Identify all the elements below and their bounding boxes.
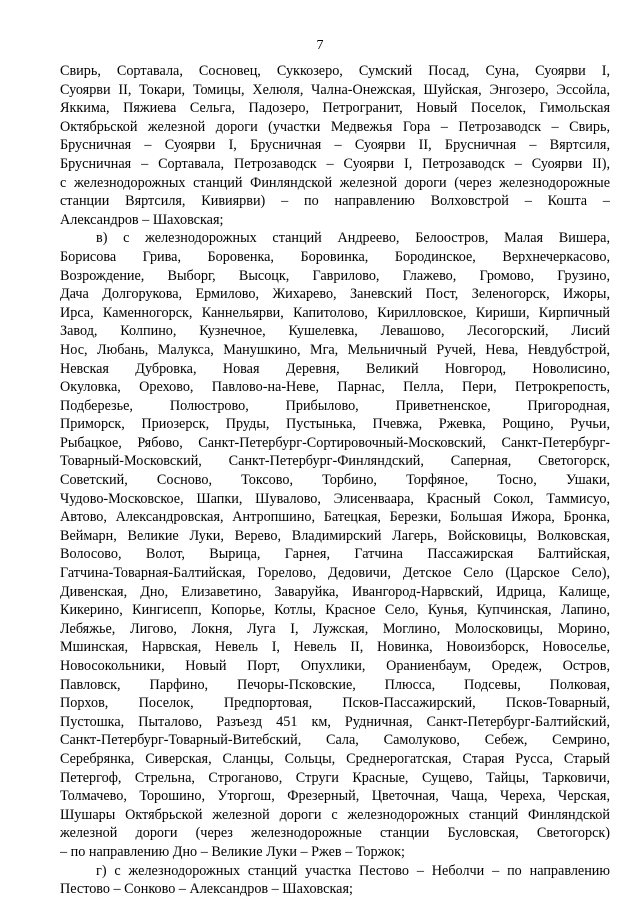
text-line: Невская Дубровка, Новая Деревня, Великий Новгород, Новолисино,	[60, 360, 610, 377]
text-line: Дача Долгорукова, Ермилово, Жихарево, Заневский Пост, Зеленогорск, Ижоры,	[60, 286, 610, 303]
text-line: Борисова Грива, Боровенка, Боровинка, Бородинское, Верхнечеркасово,	[60, 248, 610, 265]
text-line: Свирь, Сортавала, Сосновец, Суккозеро, Сумский Посад, Суна, Суоярви I,	[60, 63, 610, 79]
text-line: Пестово – Сонково – Александров – Шаховская;	[60, 881, 353, 898]
text-line: Дивенская, Дно, Елизаветино, Заваруйка, Ивангород-Нарвский, Идрица, Калище,	[60, 583, 610, 600]
text-line: Советский, Сосново, Токсово, Торбино, Торфяное, Тосно, Ушаки,	[60, 472, 610, 489]
text-line: Павловск, Парфино, Печоры-Псковские, Плюсса, Подсевы, Полковая,	[60, 676, 610, 693]
text-line: Суоярви II, Токари, Томицы, Хелюля, Чална-Онежская, Шуйская, Энгозеро, Эссойла,	[60, 81, 610, 98]
body-text	[60, 62, 610, 899]
text-line: Подберезье, Полюстрово, Прибылово, Приветненское, Пригородная,	[60, 397, 610, 414]
text-line: Петергоф, Стрельна, Строганово, Струги Красные, Сущево, Тайцы, Тарковичи,	[60, 769, 610, 786]
page-number: 7	[316, 38, 324, 53]
text-line: Приморск, Приозерск, Пруды, Пустынька, Пчевжа, Ржевка, Рощино, Ручьи,	[60, 416, 610, 433]
text-line: Чудово-Московское, Шапки, Шувалово, Элисенваара, Красный Сокол, Таммисуо,	[60, 490, 610, 507]
text-line: Гатчина-Товарная-Балтийская, Горелово, Дедовичи, Детское Село (Царское Село),	[60, 565, 610, 582]
text-line: Автово, Александровская, Антропшино, Батецкая, Березки, Большая Ижора, Бронка,	[60, 509, 610, 526]
text-line: Кикерино, Кингисепп, Копорье, Котлы, Красное Село, Кунья, Купчинская, Лапино,	[60, 602, 610, 619]
text-line: Брусничная – Сортавала, Петрозаводск – Суоярви I, Петрозаводск – Суоярви II),	[60, 155, 610, 172]
text-line: Мшинская, Нарвская, Невель I, Невель II, Новинка, Новоизборск, Новоселье,	[60, 639, 610, 656]
text-line: с железнодорожных станций Финляндской железной дороги (через железнодорожные	[60, 174, 610, 191]
text-line: Лебяжье, Лигово, Локня, Луга I, Лужская, Моглино, Молосковицы, Морино,	[60, 620, 610, 637]
text-line: Ирса, Каменногорск, Каннельярви, Капитолово, Кирилловское, Кириши, Кирпичный	[60, 304, 610, 321]
text-line: г) с железнодорожных станций участка Пестово – Неболчи – по направлению	[96, 862, 610, 879]
text-line: Волосово, Волот, Вырица, Гарнея, Гатчина Пассажирская Балтийская,	[60, 546, 610, 563]
text-line: Возрождение, Выборг, Высоцк, Гаврилово, Глажево, Громово, Грузино,	[60, 267, 610, 284]
text-line: Яккима, Пяжиева Сельга, Падозеро, Петрогранит, Новый Поселок, Гимольская	[60, 100, 610, 117]
text-line: Санкт-Петербург-Товарный-Витебский, Сала, Самолуково, Себеж, Семрино,	[60, 732, 610, 749]
text-line: Окуловка, Орехово, Павлово-на-Неве, Парнас, Пелла, Пери, Петрокрепость,	[60, 379, 610, 396]
text-line: Толмачево, Торошино, Уторгош, Фрезерный, Цветочная, Чаща, Череха, Черская,	[60, 788, 610, 805]
paragraph	[60, 229, 610, 861]
text-line: станции Вяртсиля, Кивиярви) – по направлению Волховстрой – Кошта –	[60, 193, 610, 210]
text-line: Александров – Шаховская;	[60, 211, 224, 228]
text-line: Новосокольники, Новый Порт, Опухлики, Ораниенбаум, Оредеж, Остров,	[60, 658, 610, 674]
text-line: Серебрянка, Сиверская, Сланцы, Сольцы, Среднерогатская, Старая Русса, Старый	[60, 750, 610, 767]
text-line: Завод, Колпино, Кузнечное, Кушелевка, Левашово, Лесогорский, Лисий	[60, 323, 610, 340]
text-line: Товарный-Московский, Санкт-Петербург-Финляндский, Саперная, Светогорск,	[60, 453, 610, 470]
text-line: железной дороги (через железнодорожные станции Бусловская, Светогорск)	[60, 825, 610, 842]
text-line: Октябрьской железной дороги (участки Медвежья Гора – Петрозаводск – Свирь,	[60, 118, 610, 135]
text-line: Нос, Любань, Малукса, Манушкино, Мга, Мельничный Ручей, Нева, Невдубстрой,	[60, 341, 610, 358]
text-line: Шушары Октябрьской железной дороги с железнодорожных станций Финляндской	[60, 806, 610, 823]
text-line: Пустошка, Пыталово, Разъезд 451 км, Рудничная, Санкт-Петербург-Балтийский,	[60, 713, 610, 730]
text-line: Веймарн, Великие Луки, Верево, Владимирский Лагерь, Войсковицы, Волковская,	[60, 527, 610, 544]
text-line: Брусничная – Суоярви I, Брусничная – Суоярви II, Брусничная – Вяртсиля,	[60, 137, 610, 154]
text-line: – по направлению Дно – Великие Луки – Ржев – Торжок;	[60, 843, 405, 860]
text-line: в) с железнодорожных станций Андреево, Белоостров, Малая Вишера,	[96, 230, 610, 247]
text-line: Рыбацкое, Рябово, Санкт-Петербург-Сортировочный-Московский, Санкт-Петербург-	[60, 434, 610, 451]
text-line: Порхов, Поселок, Предпортовая, Псков-Пассажирский, Псков-Товарный,	[60, 695, 610, 712]
paragraph	[60, 62, 610, 229]
paragraph	[60, 862, 610, 899]
